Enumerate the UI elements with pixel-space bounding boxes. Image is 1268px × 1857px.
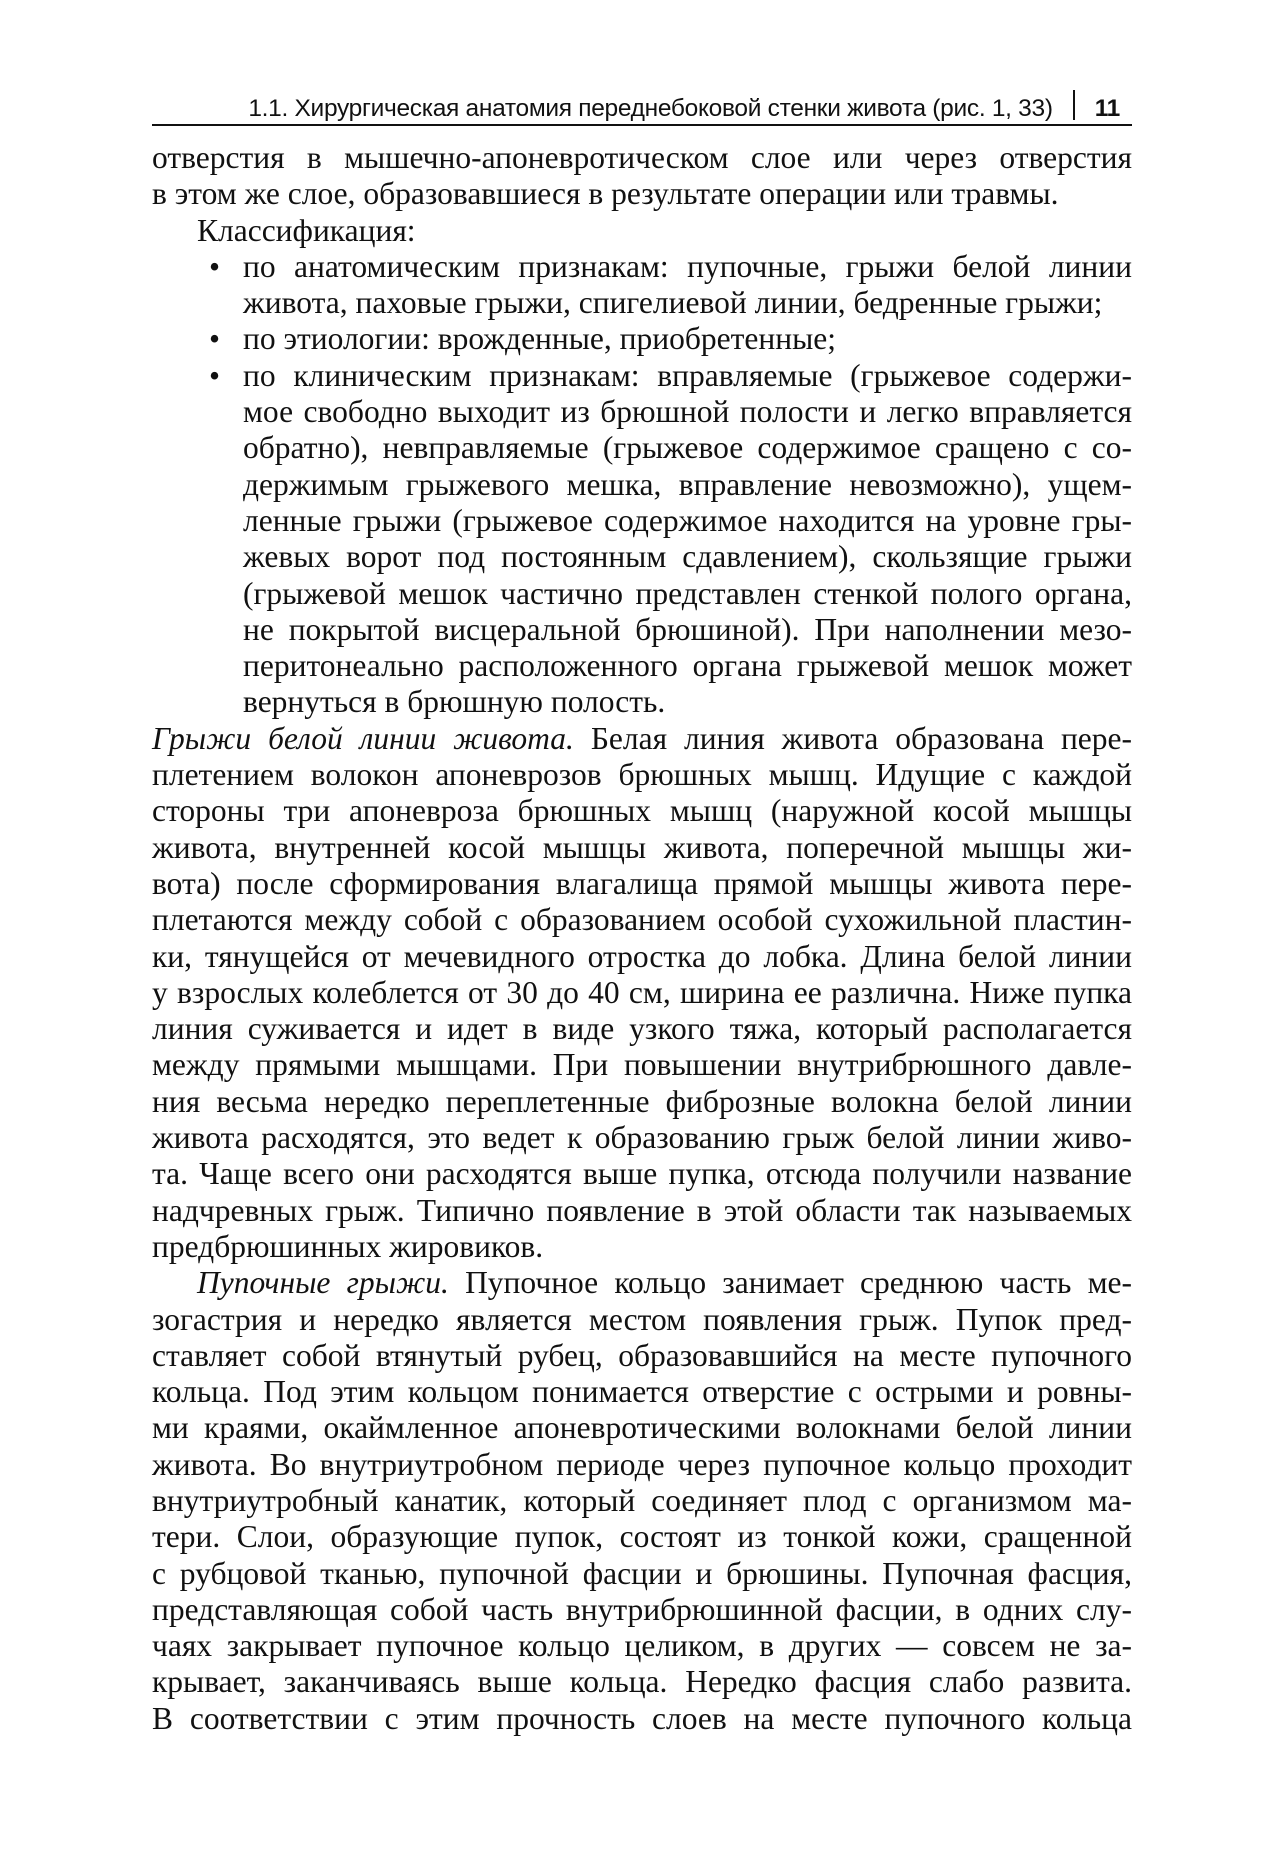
text-line: плетаются между собой с образованием особой сухожильной пластин-	[152, 902, 1132, 938]
text-line: ки, тянущейся от мечевидного отростка до лобка. Длина белой линии	[152, 938, 1132, 974]
text-line: вернуться в брюшную полость.	[243, 684, 666, 720]
section-heading-white-line: Грыжи белой линии живота.	[152, 720, 574, 756]
header-separator	[1073, 90, 1075, 120]
text-line: живота, внутренней косой мышцы живота, поперечной мышцы жи-	[152, 829, 1132, 865]
section-heading-umbilical: Пупочные грыжи.	[197, 1265, 449, 1301]
text-line: чаях закрывает пупочное кольцо целиком, в других — совсем не за-	[152, 1628, 1132, 1664]
text-line: живота, паховые грыжи, спигелиевой линии, бедренные грыжи;	[243, 285, 1103, 321]
text-line: (грыжевой мешок частично представлен стенкой полого органа,	[243, 575, 1132, 611]
text-line	[152, 721, 1132, 757]
text-line: по анатомическим признакам: пупочные, грыжи белой линии	[243, 248, 1132, 284]
book-page	[152, 86, 1132, 1737]
text-line: ленные грыжи (грыжевое содержимое находится на уровне гры-	[243, 502, 1132, 538]
text-line: В соответствии с этим прочность слоев на месте пупочного кольца	[152, 1700, 1132, 1736]
text-line: зогастрия и нередко является местом появления грыж. Пупок пред-	[152, 1301, 1132, 1337]
text-line: по этиологии: врожденные, приобретенные;	[243, 321, 836, 357]
text-line: плетением волокон апоневрозов брюшных мышц. Идущие с каждой	[152, 757, 1132, 793]
running-header	[152, 86, 1132, 126]
text-line: вота) после сформирования влагалища прямой мышцы живота пере-	[152, 865, 1132, 901]
body-text	[152, 140, 1132, 1737]
text-line: крывает, заканчиваясь выше кольца. Нередко фасция слабо развита.	[152, 1664, 1132, 1700]
text-line	[152, 1265, 1132, 1301]
text-line: обратно), невправляемые (грыжевое содержимое сращено с со-	[243, 430, 1132, 466]
text-line: линия суживается и идет в виде узкого тяжа, который располагается	[152, 1011, 1132, 1047]
text-line: с рубцовой тканью, пупочной фасции и брюшины. Пупочная фасция,	[152, 1555, 1132, 1591]
text-line: надчревных грыж. Типично появление в этой области так называемых	[152, 1192, 1132, 1228]
text-line: предбрюшинных жировиков.	[152, 1228, 544, 1264]
text-line: у взрослых колеблется от 30 до 40 см, ширина ее различна. Ниже пупка	[152, 974, 1132, 1010]
text-line: ния весьма нередко переплетенные фиброзные волокна белой линии	[152, 1083, 1132, 1119]
text-line: представляющая собой часть внутрибрюшинной фасции, в одних слу-	[152, 1591, 1132, 1627]
text-line: кольца. Под этим кольцом понимается отверстие с острыми и ровны-	[152, 1374, 1132, 1410]
text-line: внутриутробный канатик, который соединяет плод с организмом ма-	[152, 1482, 1132, 1518]
text-line: стороны три апоневроза брюшных мышц (наружной косой мышцы	[152, 793, 1132, 829]
intro-paragraph	[152, 140, 1132, 213]
text-line: между прямыми мышцами. При повышении внутрибрюшного давле-	[152, 1047, 1132, 1083]
page-number: 11	[1094, 95, 1120, 122]
chapter-title: 1.1. Хирургическая анатомия переднебоковой стенки живота (рис. 1, 33)	[248, 95, 1053, 122]
classification-label: Классификация:	[197, 212, 416, 248]
list-item	[209, 321, 1132, 357]
text-line: перитонеально расположенного органа грыжевой мешок может	[243, 648, 1132, 684]
text-line: мое свободно выходит из брюшной полости и легко вправляется	[243, 394, 1132, 430]
text-line: тери. Слои, образующие пупок, состоят из тонкой кожи, сращенной	[152, 1519, 1132, 1555]
text-line: ми краями, окаймленное апоневротическими волокнами белой линии	[152, 1410, 1132, 1446]
text-line: жевых ворот под постоянным сдавлением), скользящие грыжи	[243, 539, 1132, 575]
umbilical-hernia-paragraph	[152, 1265, 1132, 1737]
text-line: ставляет собой втянутый рубец, образовавшийся на месте пупочного	[152, 1337, 1132, 1373]
text-fragment: Белая линия живота образована пере-	[590, 720, 1133, 756]
bullet-icon: •	[209, 357, 221, 393]
text-line: отверстия в мышечно-апоневротическом слое или через отверстия	[152, 140, 1132, 175]
bullet-icon: •	[209, 321, 221, 357]
text-line: в этом же слое, образовавшиеся в результате операции или травмы.	[152, 176, 1059, 212]
list-item	[209, 357, 1132, 721]
text-fragment: Пупочное кольцо занимает среднюю часть ме-	[465, 1265, 1132, 1301]
text-line: держимым грыжевого мешка, вправление невозможно), ущем-	[243, 466, 1132, 502]
text-line: живота. Во внутриутробном периоде через пупочное кольцо проходит	[152, 1446, 1132, 1482]
text-line: живота расходятся, это ведет к образованию грыж белой линии живо-	[152, 1120, 1132, 1156]
text-line: не покрытой висцеральной брюшиной). При наполнении мезо-	[243, 611, 1132, 647]
white-line-hernia-paragraph	[152, 721, 1132, 1265]
classification-list	[152, 249, 1132, 721]
text-line: по клиническим признакам: вправляемые (грыжевое содержи-	[243, 357, 1132, 393]
bullet-icon: •	[209, 248, 221, 284]
list-item	[209, 248, 1132, 322]
text-line: та. Чаще всего они расходятся выше пупка, отсюда получили название	[152, 1156, 1132, 1192]
